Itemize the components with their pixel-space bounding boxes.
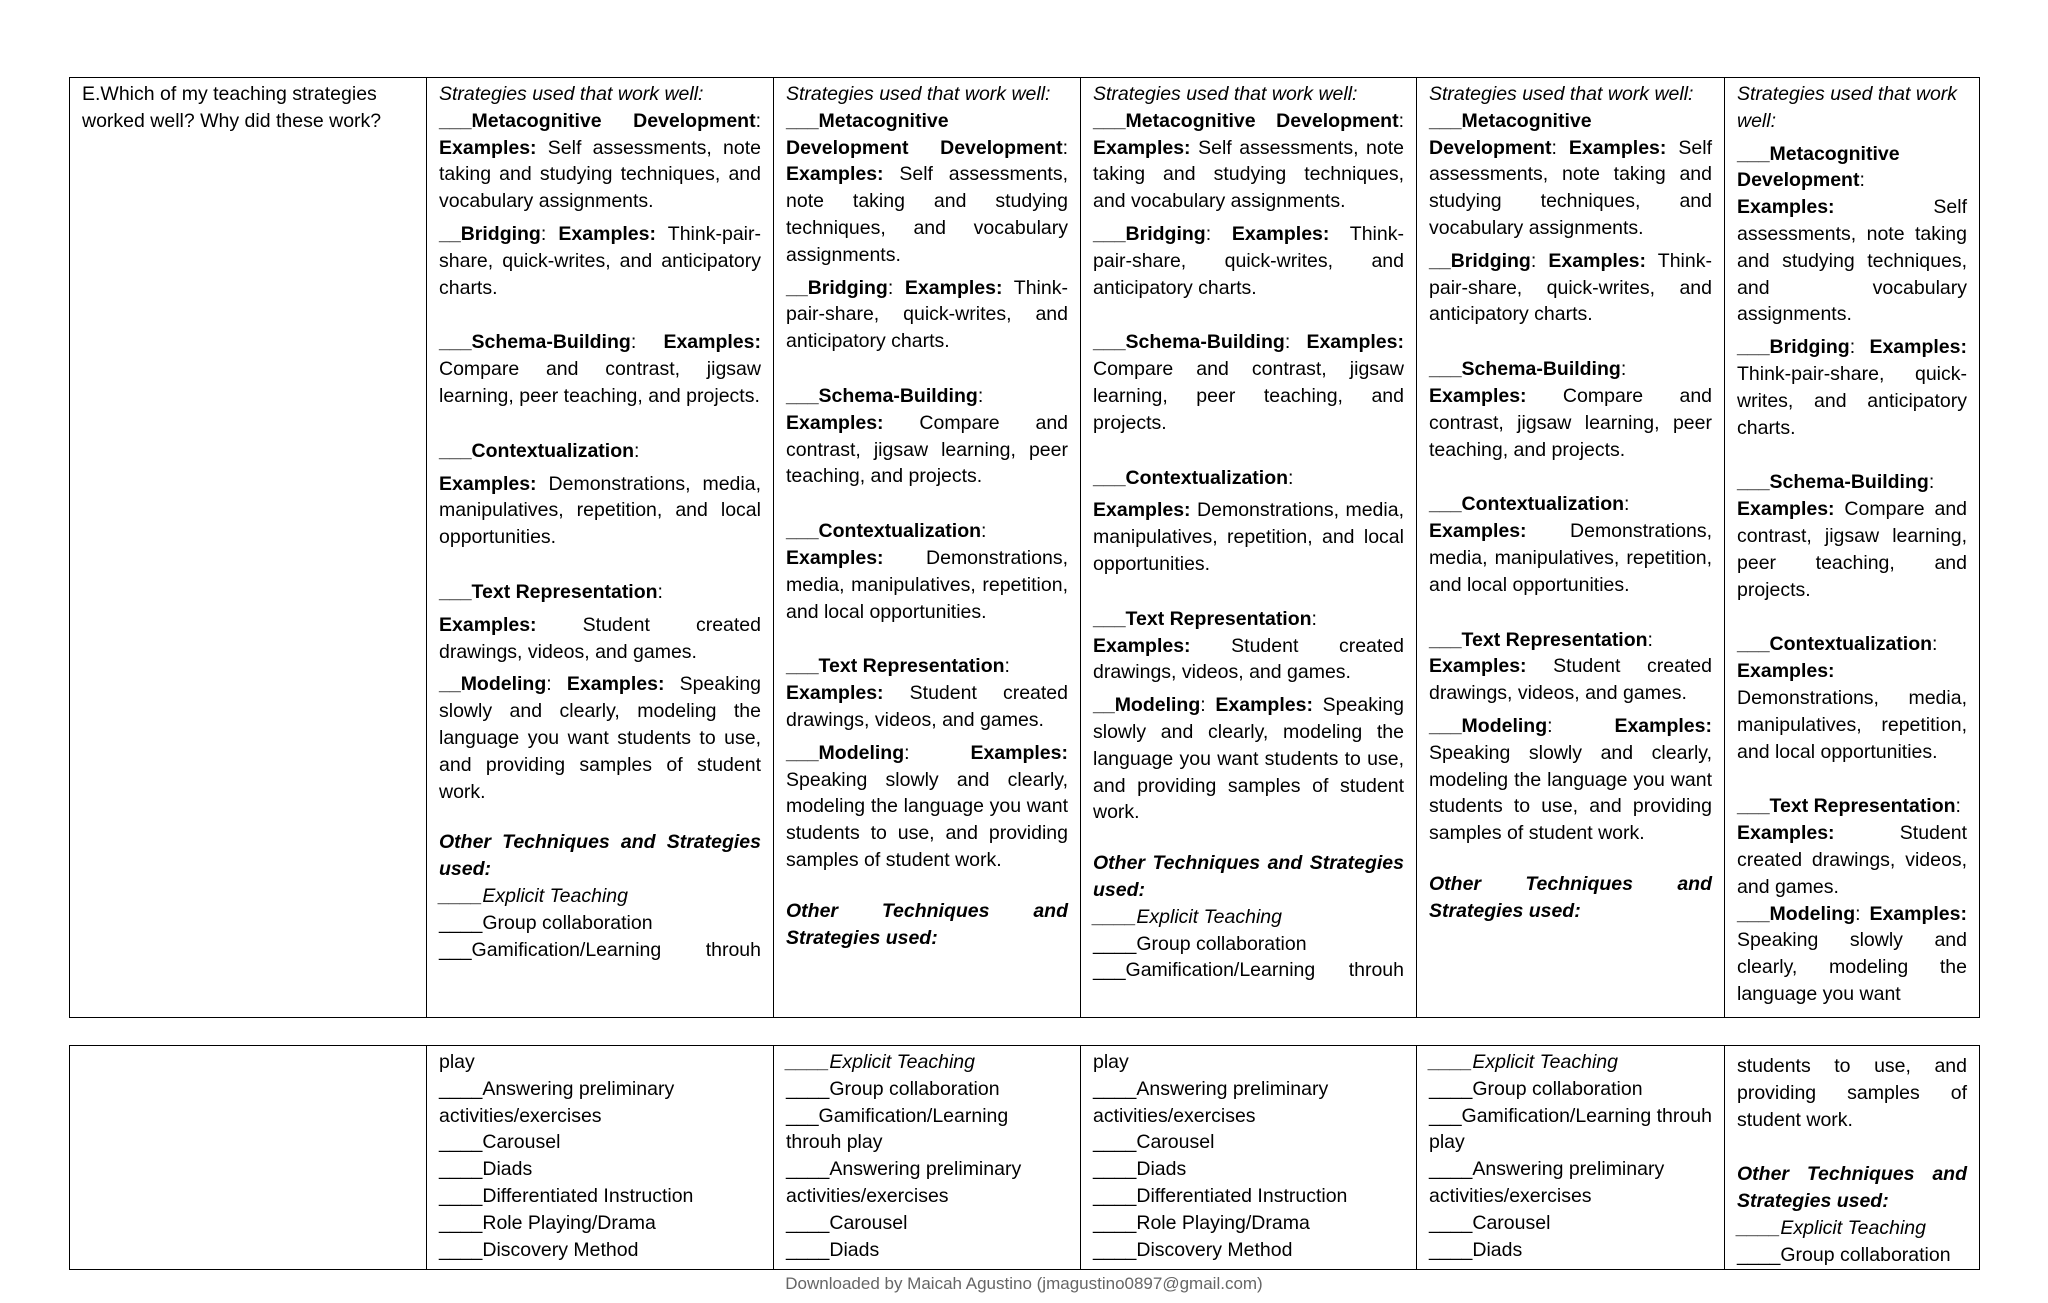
bridging-label: __Bridging — [439, 222, 541, 245]
metacognitive-label: ___Metacognitive Development — [439, 109, 756, 132]
bridging-examples: Think-pair-share, quick-writes, and anticipatory charts. — [439, 222, 761, 299]
question-cell — [70, 78, 427, 1018]
strategies-cell-2: Strategies used that work well: ___Metacognitive Development Development: Examples: Self assessments, note taking and studying techniques, and vocabulary assignments. __Bridging: Examples: Think-pair-share, quick-writes, and anticipatory charts. ___Schema-Building: Examples: Compare and contrast, jigsaw learning, peer teaching, and projects. ___Contextualization: Examples: Demonstrations, media, manipulatives, repetition, and local opportunities. ___Text Representation: Examples: Student created drawings, videos, and games. ___Modeling: Examples: Speaking slowly and clearly, modeling the language you want students to use, and providing samples of student work. Other Techniques and Strategies used: — [774, 78, 1081, 1018]
context-label: ___Contextualization — [439, 439, 635, 462]
strategies-cell-4: Strategies used that work well: ___Metacognitive Development: Examples: Self assessments, note taking and studying techniques, and vocabulary assignments. __Bridging: Examples: Think-pair-share, quick-writes, and anticipatory charts. ___Schema-Building: Examples: Compare and contrast, jigsaw learning, peer teaching, and projects. ___Contextualization: Examples: Demonstrations, media, manipulatives, repetition, and local opportunities. ___Text Representation: Examples: Student created drawings, videos, and games. ___Modeling: Examples: Speaking slowly and clearly, modeling the language you want students to use, and providing samples of student work. Other Techniques and Strategies used: — [1417, 78, 1725, 1018]
strategies-cell-5: Strategies used that work well: ___Metacognitive Development: Examples: Self assessments, note taking and studying techniques, and vocabulary assignments. ___Bridging: Examples: Think-pair-share, quick-writes, and anticipatory charts. ___Schema-Building: Examples: Compare and contrast, jigsaw learning, peer teaching, and projects. ___Contextualization: Examples: Demonstrations, media, manipulatives, repetition, and local opportunities. ___Text Representation: Examples: Student created drawings, videos, and games. ___Modeling: Examples: Speaking slowly and clearly, modeling the language you want — [1725, 78, 1980, 1018]
other-gamification: ___Gamification/Learning throuh — [439, 938, 761, 961]
textrep-examples: Student created drawings, videos, and games. — [439, 613, 762, 663]
schema-label: ___Schema-Building — [439, 331, 631, 354]
continuation-cell-1: play ____Answering preliminary activities/exercises ____Carousel ____Diads ____Differentiated Instruction ____Role Playing/Drama ____Discovery Method — [427, 1046, 774, 1270]
continuation-cell-2: ____Explicit Teaching ____Group collaboration ___Gamification/Learning throuh play ____Answering preliminary activities/exercises ____Carousel ____Diads — [774, 1046, 1081, 1270]
schema-examples: Compare and contrast, jigsaw learning, peer teaching, and projects. — [439, 358, 761, 407]
context-examples: Demonstrations, media, manipulatives, repetition, and local opportunities. — [439, 472, 761, 549]
other-heading: Other Techniques and Strategies used: — [439, 831, 761, 881]
question-text: E.Which of my teaching strategies worked well? Why did these work? — [82, 83, 382, 132]
strategies-table-bottom — [69, 1045, 1980, 1270]
modeling-label: __Modeling — [439, 673, 547, 696]
strategies-cell-3: Strategies used that work well: ___Metacognitive Development: Examples: Self assessments, note taking and studying techniques, and vocabulary assignments. ___Bridging: Examples: Think-pair-share, quick-writes, and anticipatory charts. ___Schema-Building: Examples: Compare and contrast, jigsaw learning, peer teaching, and projects. ___Contextualization: Examples: Demonstrations, media, manipulatives, repetition, and local opportunities. ___Text Representation: Examples: Student created drawings, videos, and games. __Modeling: Examples: Speaking slowly and clearly, modeling the language you want students to use, and providing samples of student work. Other Techniques and Strategies used: ____Explicit Teaching ____Group collaboration ___Gamification/Learning throuh — [1081, 78, 1417, 1018]
textrep-label: ___Text Representation — [439, 580, 658, 603]
continuation-cell-5: students to use, and providing samples of student work. Other Techniques and Strategies used: ____Explicit Teaching ____Group collaboration — [1725, 1046, 1980, 1270]
continuation-cell-4: ____Explicit Teaching ____Group collaboration ___Gamification/Learning throuh play ____Answering preliminary activities/exercises ____Carousel ____Diads — [1417, 1046, 1725, 1270]
continuation-cell-3: play ____Answering preliminary activities/exercises ____Carousel ____Diads ____Differentiated Instruction ____Role Playing/Drama ____Discovery Method — [1081, 1046, 1417, 1270]
metacognitive-examples: Self assessments, note taking and studying techniques, and vocabulary assignments. — [439, 136, 761, 213]
cell-heading: Strategies used that work well: — [786, 83, 1051, 105]
cell-heading: Strategies used that work well: — [439, 83, 704, 105]
download-footer: Downloaded by Maicah Agustino (jmagustino0897@gmail.com) — [785, 1274, 1263, 1293]
other-explicit: ____Explicit Teaching — [439, 884, 628, 907]
strategies-table-top — [69, 77, 1980, 1018]
modeling-examples: Speaking slowly and clearly, modeling the language you want students to use, and providing samples of student work. — [439, 673, 761, 803]
other-group: ____Group collaboration — [439, 911, 653, 934]
empty-cell — [70, 1046, 427, 1270]
strategies-cell-1: Strategies used that work well: ___Metacognitive Development: Examples: Self assessments, note taking and studying techniques, and vocabulary assignments. __Bridging: Examples: Think-pair-share, quick-writes, and anticipatory charts. ___Schema-Building: Examples: Compare and contrast, jigsaw learning, peer teaching, and projects. ___Contextualization: Examples: Demonstrations, media, manipulatives, repetition, and local opportunities. ___Text Representation: Examples: Student created drawings, videos, and games. __Modeling: Examples: Speaking slowly and clearly, modeling the language you want students to use, and providing samples of student work. Other Techniques and Strategies used: ____Explicit Teaching ____Group collaboration ___Gamification/Learning throuh — [427, 78, 774, 1018]
